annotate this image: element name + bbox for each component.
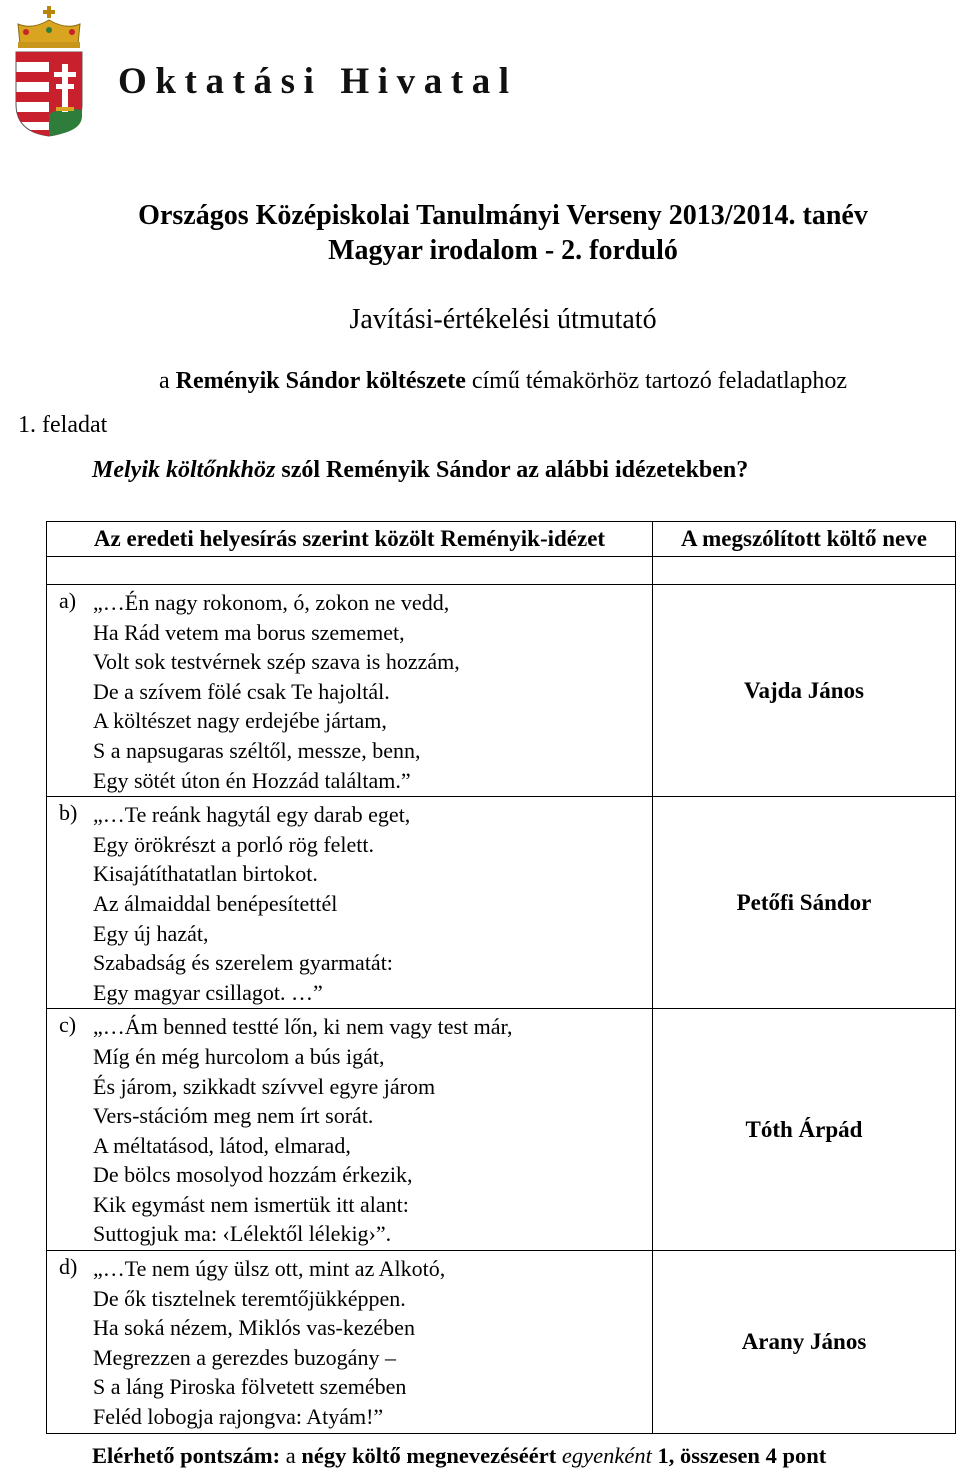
quote-line: Az álmaiddal benépesítettél — [93, 890, 338, 916]
competition-title: Országos Középiskolai Tanulmányi Verseny 2013/2014. tanév — [138, 200, 868, 231]
quote-line: A méltatásod, látod, elmarad, — [93, 1132, 351, 1158]
quote-line: S a láng Piroska fölvetett szemében — [93, 1374, 407, 1400]
topic-subtitle — [0, 368, 960, 395]
quote-cell — [47, 1009, 653, 1251]
quote-line: Egy új hazát, — [93, 920, 209, 946]
table-row — [47, 797, 956, 1009]
quote-line: Egy örökrészt a porló rög felett. — [93, 831, 375, 857]
answer-body — [47, 557, 956, 1434]
quote-line: Suttogjuk ma: ‹Lélektől lélekig›”. — [93, 1221, 392, 1247]
spacer-row — [47, 557, 956, 585]
quote-line: „…Te nem úgy ülsz ott, mint az Alkotó, — [93, 1256, 446, 1282]
task-question — [92, 457, 748, 484]
table-header-row — [47, 522, 956, 557]
spacer-cell — [653, 557, 956, 585]
quote-line: „…Te reánk hagytál egy darab eget, — [93, 802, 411, 828]
table-row — [47, 1251, 956, 1434]
quote-letter: c) — [59, 1012, 77, 1038]
topic-prefix: a — [158, 368, 170, 394]
hungarian-coat-of-arms-logo — [12, 6, 86, 138]
header-quote: Az eredeti helyesírás szerint közölt Reményik-idézet — [47, 522, 653, 557]
quote-line: Kisajátíthatatlan birtokot. — [93, 861, 318, 887]
quote-line: Egy magyar csillagot. …” — [93, 979, 323, 1005]
quote-cell — [47, 1251, 653, 1434]
quote-line: Míg én még hurcolom a bús igát, — [93, 1043, 385, 1069]
quote-line: De ők tisztelnek teremtőjükképpen. — [93, 1285, 406, 1311]
quote-line: Ha soká nézem, Miklós vas-kezében — [93, 1315, 415, 1341]
quote-line: De bölcs mosolyod hozzám érkezik, — [93, 1162, 413, 1188]
table-row — [47, 585, 956, 797]
answer-table — [46, 521, 956, 1434]
quote-lines — [47, 585, 652, 796]
quote-line: De a szívem fölé csak Te hajoltál. — [93, 678, 390, 704]
poet-name-cell: Petőfi Sándor — [653, 797, 956, 1009]
quote-line: Volt sok testvérnek szép szava is hozzám, — [93, 649, 460, 675]
quote-letter: b) — [59, 800, 78, 826]
quote-lines — [47, 797, 652, 1008]
quote-cell — [47, 797, 653, 1009]
score-bold-2: 1, összesen 4 pont — [657, 1443, 827, 1468]
quote-line: „…Én nagy rokonom, ó, zokon ne vedd, — [93, 590, 450, 615]
guide-title: Javítási-értékelési útmutató — [349, 304, 657, 335]
quote-line: Ha Rád vetem ma borus szememet, — [93, 619, 405, 645]
shield-icon — [16, 52, 82, 138]
quote-lines — [47, 1009, 652, 1250]
quote-line: Kik egymást nem ismertük itt alant: — [93, 1191, 409, 1217]
quote-line: És járom, szikkadt szívvel egyre járom — [93, 1073, 436, 1099]
quote-line: Feléd lobogja rajongva: Atyám!” — [93, 1404, 384, 1430]
spacer-cell — [47, 557, 653, 585]
question-italic: Melyik költőnkhöz — [92, 457, 276, 483]
question-rest: szól Reményik Sándor az alábbi idézetekben? — [275, 457, 749, 483]
quote-line: A költészet nagy erdejébe jártam, — [93, 708, 387, 734]
poet-name-cell: Arany János — [653, 1251, 956, 1434]
organization-title: Oktatási Hivatal — [118, 61, 518, 102]
quote-lines — [47, 1251, 652, 1433]
quote-line: Megrezzen a gerezdes buzogány – — [93, 1344, 396, 1370]
quote-line: Egy sötét úton én Hozzád találtam.” — [93, 767, 411, 793]
task-label: 1. feladat — [18, 412, 108, 438]
crown-icon — [18, 6, 80, 48]
score-label: Elérhető pontszám: — [92, 1443, 281, 1468]
quote-letter: a) — [59, 588, 77, 613]
quote-line: Vers-stációm meg nem írt sorát. — [93, 1103, 374, 1129]
quote-line: Szabadság és szerelem gyarmatát: — [93, 950, 393, 976]
quote-cell — [47, 585, 653, 797]
topic-suffix: című témakörhöz tartozó feladatlaphoz — [471, 368, 848, 394]
header-poet-name: A megszólított költő neve — [653, 522, 956, 557]
topic-name: Reményik Sándor költészete — [175, 368, 466, 394]
score-italic: egyenként — [561, 1443, 652, 1468]
poet-name-cell: Vajda János — [653, 585, 956, 797]
quote-letter: d) — [59, 1254, 78, 1280]
table-row — [47, 1009, 956, 1251]
score-bold-1: négy költő megnevezéséért — [301, 1443, 557, 1468]
poet-name-cell: Tóth Árpád — [653, 1009, 956, 1251]
competition-subtitle: Magyar irodalom - 2. forduló — [328, 235, 678, 266]
score-text-1: a — [280, 1443, 302, 1468]
quote-line: „…Ám benned testté lőn, ki nem vagy test már, — [93, 1014, 513, 1040]
quote-line: S a napsugaras széltől, messze, benn, — [93, 737, 421, 763]
scoring-note — [92, 1443, 826, 1469]
